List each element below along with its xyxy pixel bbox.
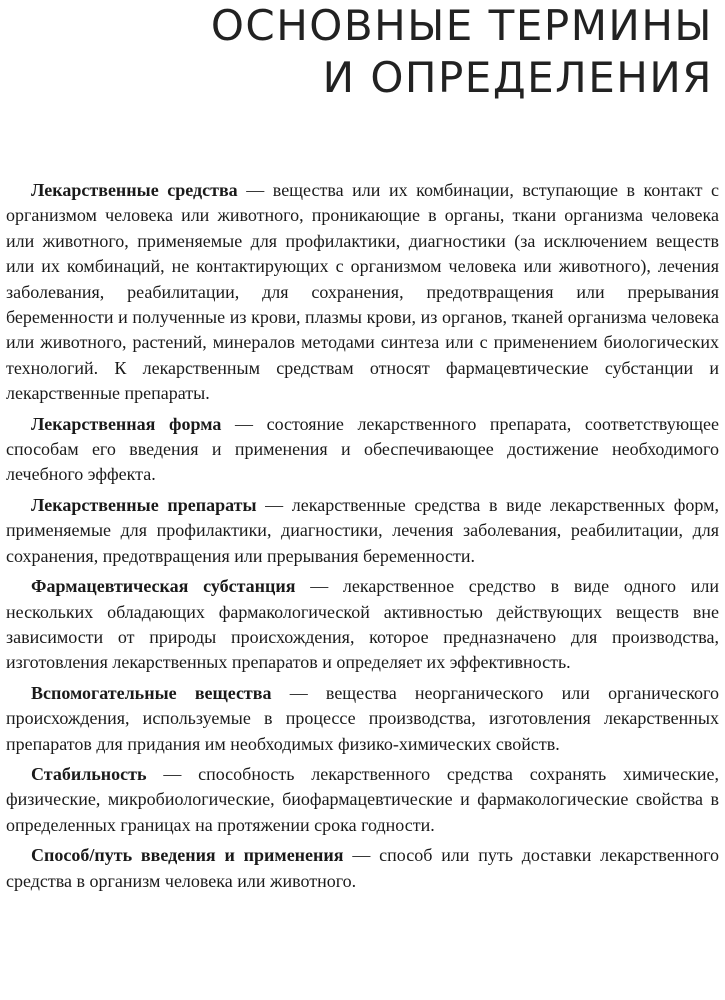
definition-entry [6,178,719,407]
definition-term: Лекарственные средства [31,180,238,200]
definitions-list [6,178,719,899]
page-title-line-2: И ОПРЕДЕЛЕНИЯ [322,53,713,102]
definition-entry [6,681,719,757]
page-title [211,0,713,104]
definition-term: Лекарственная форма [31,413,222,434]
definition-entry [6,412,719,488]
definition-entry [6,574,719,676]
page-title-line-1: ОСНОВНЫЕ ТЕРМИНЫ [210,1,713,50]
definition-entry [6,493,719,569]
definition-text: — лекарственное средство в виде одного или нескольких обладающих фармакологической активностью действующих веществ вне зависимости от природы происхождения, которое предназначено для производства, изготовления лекарственных препаратов и определяет их эффективность. [6,576,719,673]
definition-text: — вещества или их комбинации, вступающие в контакт с организмом человека или животного, проникающие в органы, ткани организма человека или животного, применяемые для профилактики, диагностики (за исключением веществ или их комбинаций, не контактирующих с организмом человека или животного), лечения заболевания, реабилитации, для сохранения, предотвращения или прерывания беременности и полученные из крови, плазмы крови, из органов, тканей организма человека или животного, растений, минералов методами синтеза или с применением биологических технологий. К лекарственным средствам относят фармацевтические субстанции и лекарственные препараты. [6,180,720,404]
definition-text: — лекарственные средства в виде лекарственных форм, применяемые для профилактики, диагностики, лечения заболевания, реабилитации, для сохранения, предотвращения или прерывания беременности. [6,494,719,566]
definition-term: Вспомогательные вещества [31,682,272,703]
definition-text: — способность лекарственного средства сохранять химические, физические, микробиологические, биофармацевтические и фармакологические свойства в определенных границах на протяжении срока годности. [6,763,719,835]
definition-term: Фармацевтическая субстанция [31,576,296,597]
definition-text: — вещества неорганического или органического происхождения, используемые в процессе производства, изготовления лекарственных препаратов для придания им необходимых физико-химических свойств. [6,682,719,754]
definition-term: Стабильность [31,763,147,784]
definition-entry [6,843,719,894]
definition-term: Лекарственные препараты [31,494,257,515]
definition-entry [6,762,719,838]
definition-text: — состояние лекарственного препарата, соответствующее способам его введения и применения и обеспечивающее достижение необходимого лечебного эффекта. [6,413,719,485]
definition-term: Способ/путь введения и применения [31,845,344,866]
definition-text: — способ или путь доставки лекарственного средства в организм человека или животного. [6,845,720,891]
